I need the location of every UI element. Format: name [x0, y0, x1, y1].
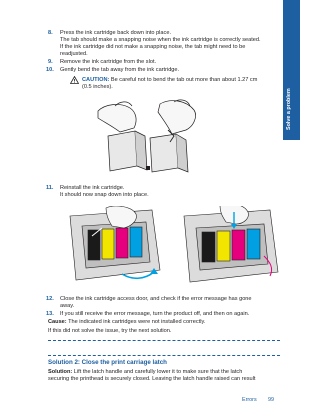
- step-text: Close the ink cartridge access door, and check if the error message has gone: [60, 296, 252, 302]
- section-divider: [48, 355, 280, 356]
- step-text: If you still receive the error message, turn the product off, and then on again.: [60, 311, 250, 317]
- solution-line: [48, 369, 242, 376]
- step-number: 8.: [48, 30, 53, 36]
- solution-label: Solution:: [48, 369, 73, 375]
- footer-page-number: 99: [268, 397, 274, 403]
- solution-heading: Solution 2: Close the print carriage latch: [48, 359, 167, 366]
- step-text: away.: [60, 303, 75, 309]
- step-text: Gently bend the tab away from the ink cartridge.: [60, 67, 180, 73]
- step-text: Remove the ink cartridge from the slot.: [60, 59, 157, 65]
- not-solved-text: If this did not solve the issue, try the next solution.: [48, 328, 172, 334]
- step-number: 13.: [46, 311, 54, 317]
- step-number: 9.: [48, 59, 53, 65]
- caution-label: CAUTION:: [82, 77, 110, 83]
- step-text: Reinstall the ink cartridge.: [60, 185, 125, 191]
- step-text: readjusted.: [60, 51, 88, 57]
- step-text: The tab should make a snapping noise when the ink cartridge is correctly seated.: [60, 37, 261, 43]
- warning-icon: [70, 76, 79, 84]
- reinstall-cartridge-illustration: [62, 206, 282, 288]
- side-tab-label: Solve a problem: [286, 88, 292, 130]
- step-text: Press the ink cartridge back down into place.: [60, 30, 172, 36]
- section-divider: [48, 340, 280, 341]
- side-tab[interactable]: [283, 0, 300, 140]
- cause-text: The indicated ink cartridges were not installed correctly.: [68, 319, 206, 325]
- caution-text: Be careful not to bend the tab out more than about 1.27 cm: [110, 77, 258, 83]
- step-number: 10.: [46, 67, 54, 73]
- step-text: It should now snap down into place.: [60, 192, 149, 198]
- step-number: 12.: [46, 296, 54, 302]
- cause-label: Cause:: [48, 319, 67, 325]
- step-number: 11.: [46, 185, 54, 191]
- caution-line: [82, 77, 257, 84]
- footer-section: Errors: [242, 397, 257, 403]
- cause-line: [48, 319, 205, 326]
- step-text: If the ink cartridge did not make a snapping noise, the tab might need to be: [60, 44, 246, 50]
- bend-tab-illustration: [90, 96, 202, 179]
- solution-text: Lift the latch handle and carefully lower it to make sure that the latch: [73, 369, 243, 375]
- solution-text: securing the printhead is securely closed. Leaving the latch handle raised can result: [48, 376, 256, 382]
- caution-text: (0.5 inches).: [82, 84, 113, 90]
